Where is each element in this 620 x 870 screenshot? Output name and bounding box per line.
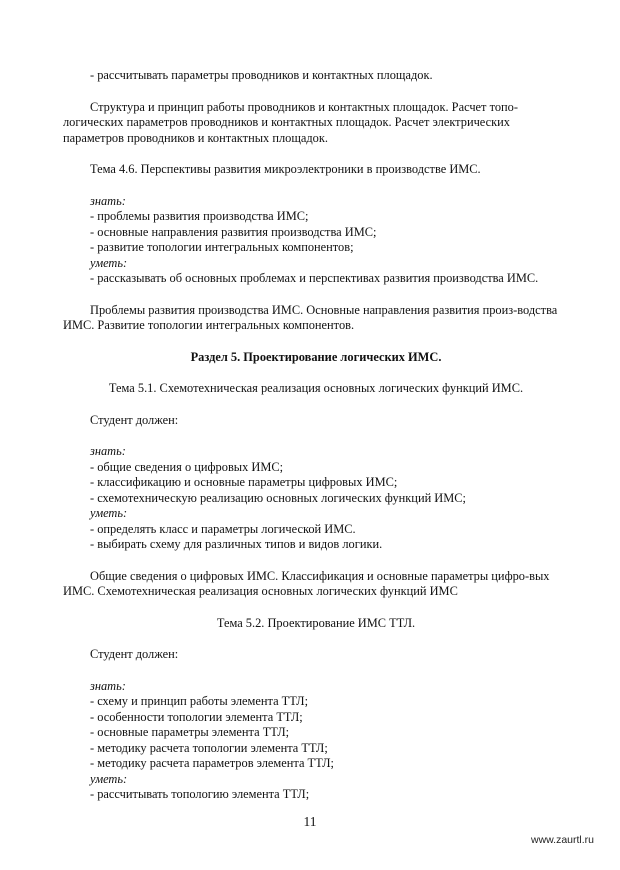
page-content (63, 68, 569, 803)
paragraph: Структура и принцип работы проводников и контактных площадок. Расчет топо-логических параметров проводников и контактных площадок. Расчет электрических параметров проводников и контактных площадок. (63, 99, 518, 145)
topic-heading: Тема 4.6. Перспективы развития микроэлектроники в производстве ИМС. (90, 162, 481, 176)
topic-heading: Тема 5.1. Схемотехническая реализация основных логических функций ИМС. (108, 381, 524, 395)
list-item: - основные параметры элемента ТТЛ; (90, 725, 290, 739)
list-item: - методику расчета топологии элемента ТТЛ; (90, 740, 328, 755)
able-label: уметь: (90, 771, 128, 786)
able-label: уметь: (90, 506, 128, 520)
list-item: - рассчитывать топологию элемента ТТЛ; (90, 787, 310, 801)
list-item: - схему и принцип работы элемента ТТЛ; (90, 694, 309, 708)
list-item: - рассказывать об основных проблемах и перспективах развития производства ИМС. (90, 271, 539, 285)
list-item: - выбирать схему для различных типов и видов логики. (90, 537, 383, 551)
student-label: Студент должен: (90, 412, 179, 427)
able-label: уметь: (90, 255, 128, 270)
list-item: - развитие топологии интегральных компонентов; (90, 240, 354, 254)
topic-heading: Тема 5.2. Проектирование ИМС ТТЛ. (216, 615, 416, 630)
know-label: знать: (90, 678, 126, 693)
list-item: - общие сведения о цифровых ИМС; (90, 459, 284, 474)
paragraph: Общие сведения о цифровых ИМС. Классификация и основные параметры цифро-вых ИМС. Схемотехническая реализация основных логических функций ИМС (63, 568, 550, 598)
know-label: знать: (90, 193, 126, 208)
know-label: знать: (90, 444, 126, 458)
list-item: - методику расчета параметров элемента ТТЛ; (90, 756, 334, 770)
site-watermark: www.zaurtl.ru (530, 834, 594, 846)
skill-line: - рассчитывать параметры проводников и контактных площадок. (90, 68, 433, 82)
list-item: - особенности топологии элемента ТТЛ; (90, 709, 303, 724)
paragraph: Проблемы развития производства ИМС. Основные направления развития произ-водства ИМС. Развитие топологии интегральных компонентов. (63, 302, 558, 332)
list-item: - классификацию и основные параметры цифровых ИМС; (90, 475, 398, 489)
list-item: - основные направления развития производства ИМС; (90, 224, 377, 239)
student-label: Студент должен: (90, 647, 179, 661)
list-item: - проблемы развития производства ИМС; (90, 209, 309, 223)
list-item: - схемотехническую реализацию основных логических функций ИМС; (90, 490, 466, 505)
section-heading: Раздел 5. Проектирование логических ИМС. (190, 349, 442, 364)
page-number: 11 (303, 814, 317, 829)
list-item: - определять класс и параметры логической ИМС. (90, 521, 356, 536)
